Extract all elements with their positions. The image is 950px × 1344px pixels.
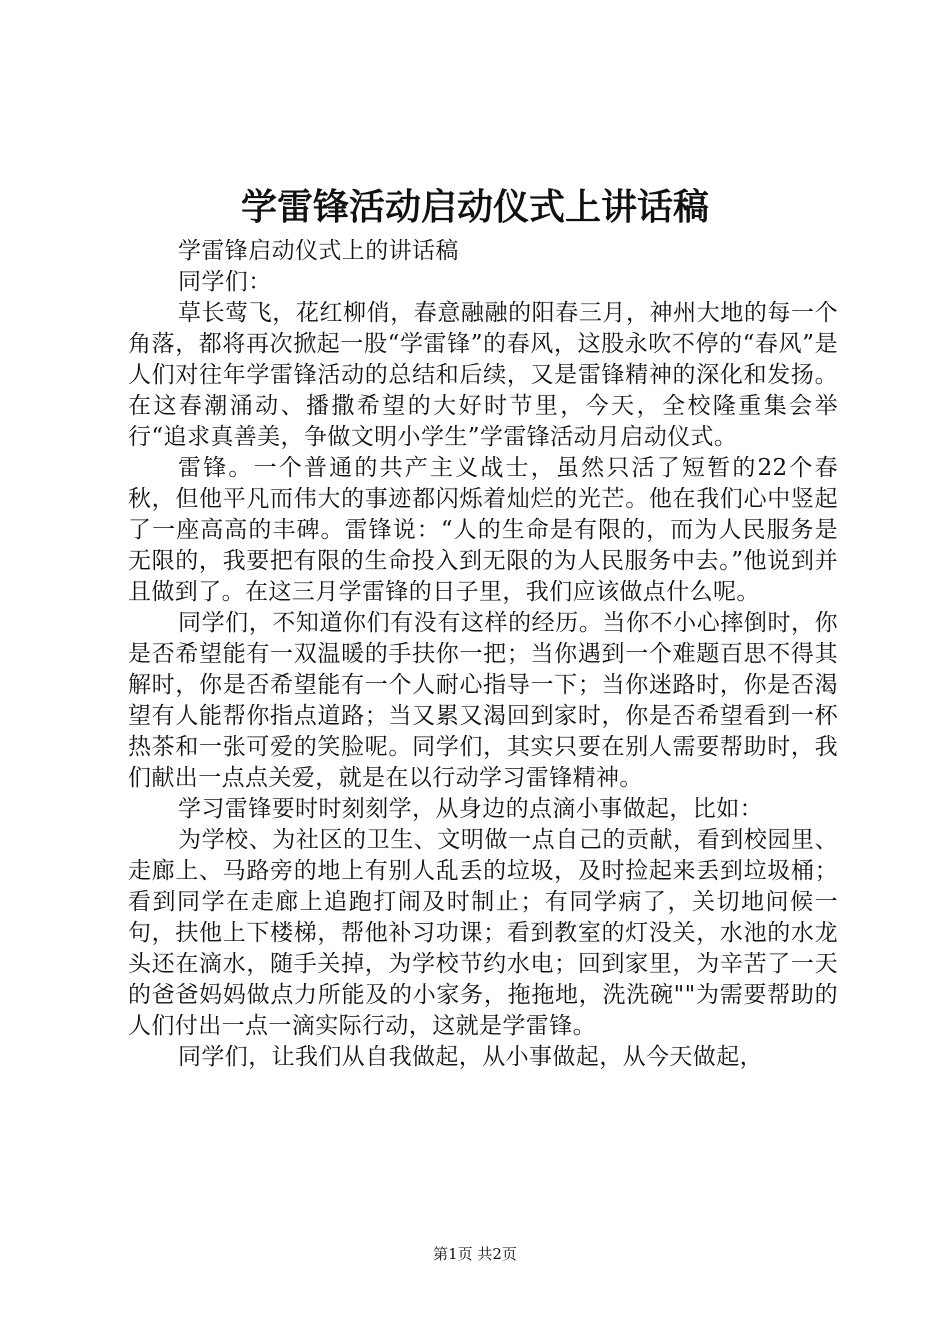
body-paragraph: 同学们，不知道你们有没有这样的经历。当你不小心摔倒时，你是否希望能有一双温暖的手扶你一把；当你遇到一个难题百思不得其解时，你是否希望能有一个人耐心指导一下；当你迷路时，你是否渴望有人能帮你指点道路；当又累又渴回到家时，你是否希望看到一杯热茶和一张可爱的笑脸呢。同学们，其实只要在别人需要帮助时，我们献出一点点关爱，就是在以行动学习雷锋精神。: [128, 610, 838, 791]
body-paragraph: 同学们，让我们从自我做起，从小事做起，从今天做起，: [178, 1044, 763, 1070]
page-footer: 第1页 共2页: [433, 1245, 517, 1263]
salutation-paragraph: 同学们：: [178, 269, 272, 295]
body-paragraph: 学习雷锋要时时刻刻学，从身边的点滴小事做起，比如：: [178, 796, 763, 822]
body-paragraph: 草长莺飞，花红柳俏，春意融融的阳春三月，神州大地的每一个角落，都将再次掀起一股“学雷锋”的春风，这股永吹不停的“春风”是人们对往年学雷锋活动的总结和后续，又是雷锋精神的深化和发扬。在这春潮涌动、播撒希望的大好时节里，今天，全校隆重集会举行“追求真善美，争做文明小学生”学雷锋活动月启动仪式。: [128, 300, 838, 450]
document-title: 学雷锋活动启动仪式上讲话稿: [240, 187, 709, 228]
subtitle-paragraph: 学雷锋启动仪式上的讲话稿: [178, 238, 459, 264]
body-paragraph: 雷锋。一个普通的共产主义战士，虽然只活了短暂的22个春秋，但他平凡而伟大的事迹都闪烁着灿烂的光芒。他在我们心中竖起了一座高高的丰碑。雷锋说：“人的生命是有限的，而为人民服务是无限的，我要把有限的生命投入到无限的为人民服务中去。”他说到并且做到了。在这三月学雷锋的日子里，我们应该做点什么呢。: [128, 455, 838, 605]
document-body: [128, 236, 838, 1073]
body-paragraph: 为学校、为社区的卫生、文明做一点自己的贡献，看到校园里、走廊上、马路旁的地上有别人乱丢的垃圾，及时捡起来丢到垃圾桶；看到同学在走廊上追跑打闹及时制止；有同学病了，关切地问候一句，扶他上下楼梯，帮他补习功课；看到教室的灯没关，水池的水龙头还在滴水，随手关掉，为学校节约水电；回到家里，为辛苦了一天的爸爸妈妈做点力所能及的小家务，拖拖地，洗洗碗""为需要帮助的人们付出一点一滴实际行动，这就是学雷锋。: [128, 827, 838, 1039]
